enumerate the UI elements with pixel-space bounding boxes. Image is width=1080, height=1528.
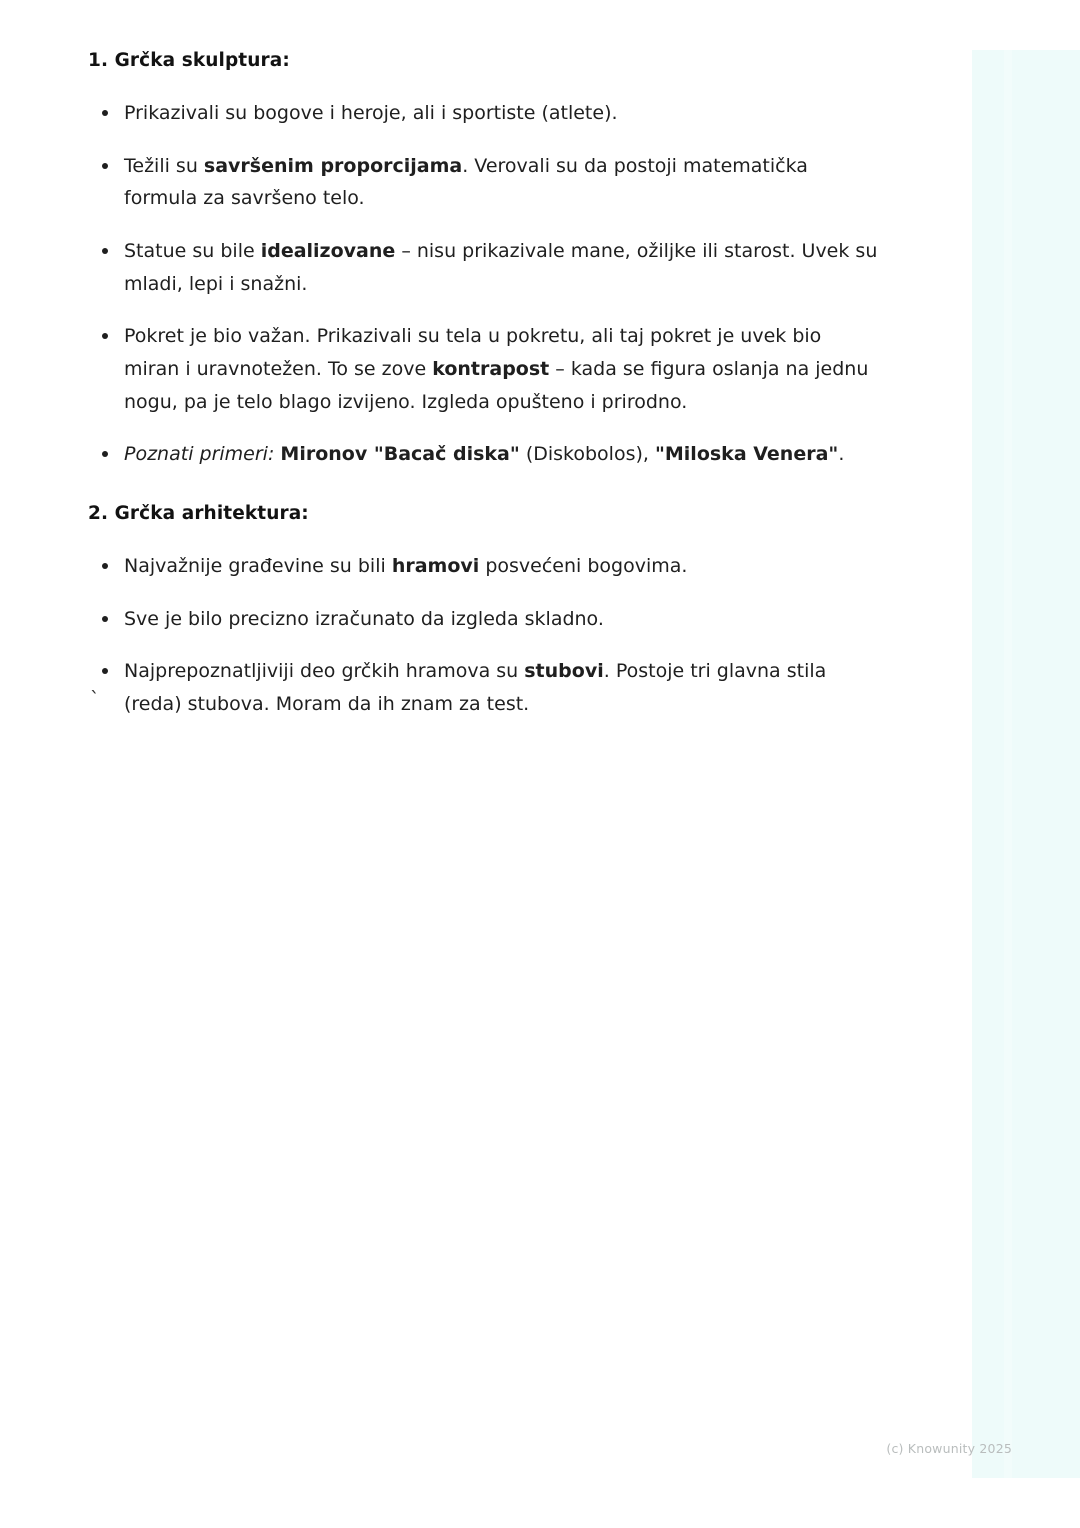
text-run: Pokret je bio važan. Prikazivali su tela u pokretu, ali taj pokret je uvek bio miran i uravnotežen. To se zove — [124, 325, 822, 381]
text-run: . Postoje tri glavna stila (reda) stubova. Moram da ih znam za test. — [124, 660, 827, 716]
text-run: – nisu prikazivale mane, ožiljke ili starost. Uvek su mladi, lepi i snažni. — [124, 240, 878, 295]
text-run: (Diskobolos), — [519, 443, 655, 466]
section-heading-1: 1. Grčka skulptura: — [88, 50, 290, 71]
text-run: savršenim proporcijama — [203, 154, 463, 177]
text-run: Najprepoznatljiviji deo grčkih hramova su — [124, 660, 525, 683]
text-run: Mironov "Bacač diska" — [280, 443, 520, 466]
document-content — [88, 50, 878, 721]
text-run: . Verovali su da postoji matematička formula za savršeno telo. — [124, 154, 808, 210]
list-item — [88, 550, 878, 583]
text-run: kontrapost — [432, 358, 550, 381]
text-run: Prikazivali su bogove i heroje, ali i sportiste (atlete). — [124, 102, 618, 124]
text-run: posvećeni bogovima. — [479, 555, 688, 578]
decorative-side-stripe — [1004, 50, 1012, 1478]
text-run: hramovi — [391, 555, 480, 578]
text-run: Statue su bile — [124, 240, 261, 263]
text-run: stubovi — [524, 660, 604, 683]
text-run: – kada se figura oslanja na jednu nogu, pa je telo blago izvijeno. Izgleda opušteno i prirodno. — [124, 358, 869, 413]
text-run: Sve je bilo precizno izračunato da izgleda skladno. — [124, 607, 604, 630]
text-run: "Miloska Venera" — [654, 443, 839, 466]
list-item — [88, 438, 878, 471]
list-item — [88, 150, 878, 215]
stray-tick-mark: ` — [90, 688, 100, 710]
footer-credit: (c) Knowunity 2025 — [886, 1441, 1012, 1456]
list-item — [88, 603, 878, 636]
list-item — [88, 320, 878, 418]
bullet-list-2 — [88, 550, 878, 721]
text-run: Najvažnije građevine su bili — [124, 555, 392, 578]
list-item — [88, 655, 878, 720]
decorative-side-band — [972, 50, 1080, 1478]
section-heading-2: 2. Grčka arhitektura: — [88, 503, 309, 525]
list-item — [88, 97, 878, 130]
text-run: . — [838, 443, 845, 466]
text-run: idealizovane — [260, 240, 396, 263]
bullet-list-1 — [88, 97, 878, 471]
list-item — [88, 235, 878, 300]
text-run: Poznati primeri: — [124, 443, 275, 466]
text-run: Težili su — [124, 154, 204, 177]
